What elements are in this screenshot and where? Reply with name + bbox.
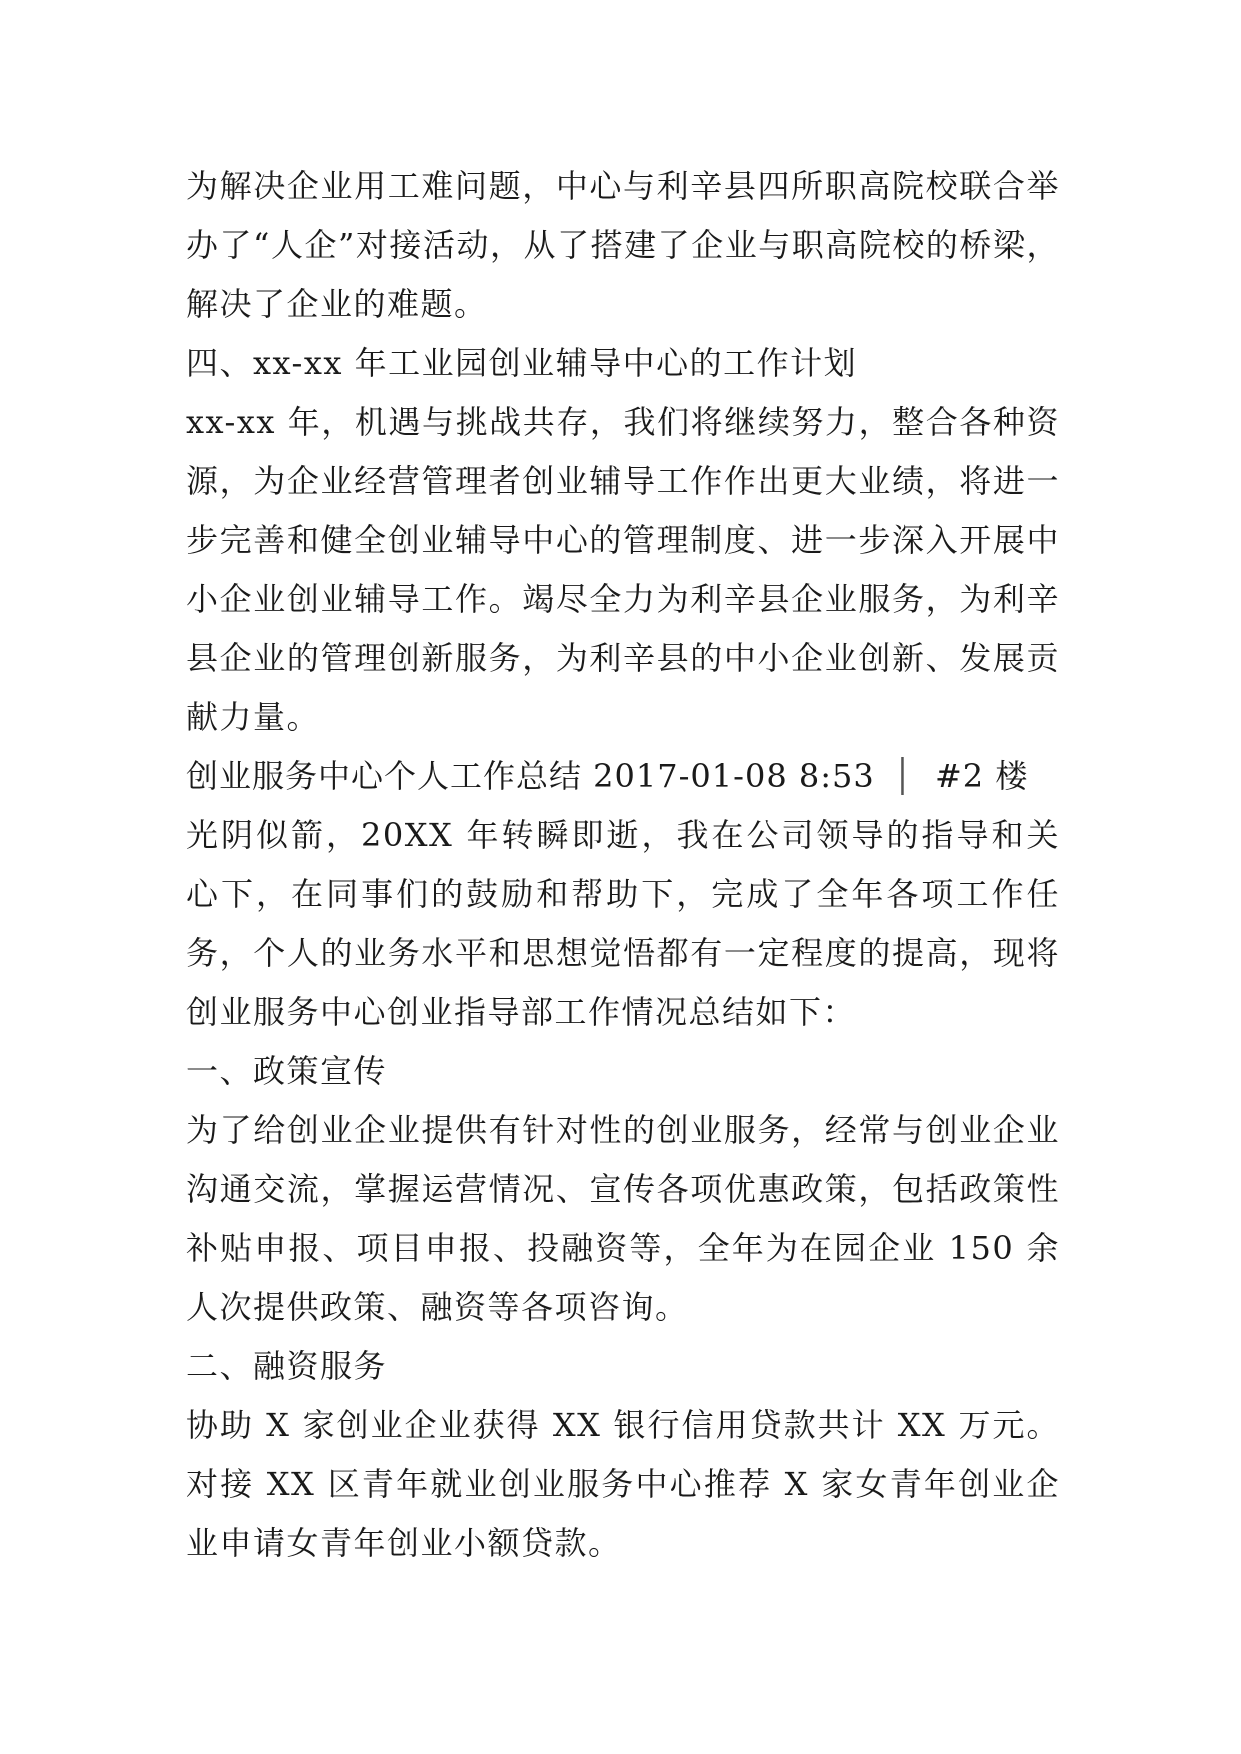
post-title: 创业服务中心个人工作总结 2017-01-08 8:53: [186, 757, 875, 795]
post-floor-number: #2 楼: [934, 757, 1029, 795]
paragraph-labor-shortage: 为解决企业用工难问题，中心与利辛县四所职高院校联合举办了“人企”对接活动，从了搭建了企业与职高院校的桥梁，解决了企业的难题。: [186, 167, 1060, 323]
paragraph-financing: 协助 X 家创业企业获得 XX 银行信用贷款共计 XX 万元。 对接 XX 区青年就业创业服务中心推荐 X 家女青年创业企业申请女青年创业小额贷款。: [186, 1406, 1060, 1562]
section-heading-work-plan: 四、xx-xx 年工业园创业辅导中心的工作计划: [186, 344, 858, 382]
paragraph-work-plan: xx-xx 年，机遇与挑战共存，我们将继续努力，整合各种资源，为企业经营管理者创业辅导工作作出更大业绩，将进一步完善和健全创业辅导中心的管理制度、进一步深入开展中小企业创业辅导工作。竭尽全力为利辛县企业服务，为利辛县企业的管理创新服务，为利辛县的中小企业创新、发展贡献力量。: [186, 403, 1060, 736]
section-heading-policy: 一、政策宣传: [186, 1052, 388, 1090]
paragraph-intro: 光阴似箭，20XX 年转瞬即逝，我在公司领导的指导和关心下，在同事们的鼓励和帮助下，完成了全年各项工作任务，个人的业务水平和思想觉悟都有一定程度的提高，现将创业服务中心创业指导部工作情况总结如下：: [186, 816, 1060, 1031]
paragraph-policy: 为了给创业企业提供有针对性的创业服务，经常与创业企业沟通交流，掌握运营情况、宣传各项优惠政策，包括政策性补贴申报、项目申报、投融资等，全年为在园企业 150 余人次提供政策、融资等各项咨询。: [186, 1111, 1060, 1326]
section-heading-financing: 二、融资服务: [186, 1347, 388, 1385]
post-header: [186, 747, 1060, 806]
document-body: [186, 157, 1060, 1573]
post-separator: │: [892, 757, 913, 795]
